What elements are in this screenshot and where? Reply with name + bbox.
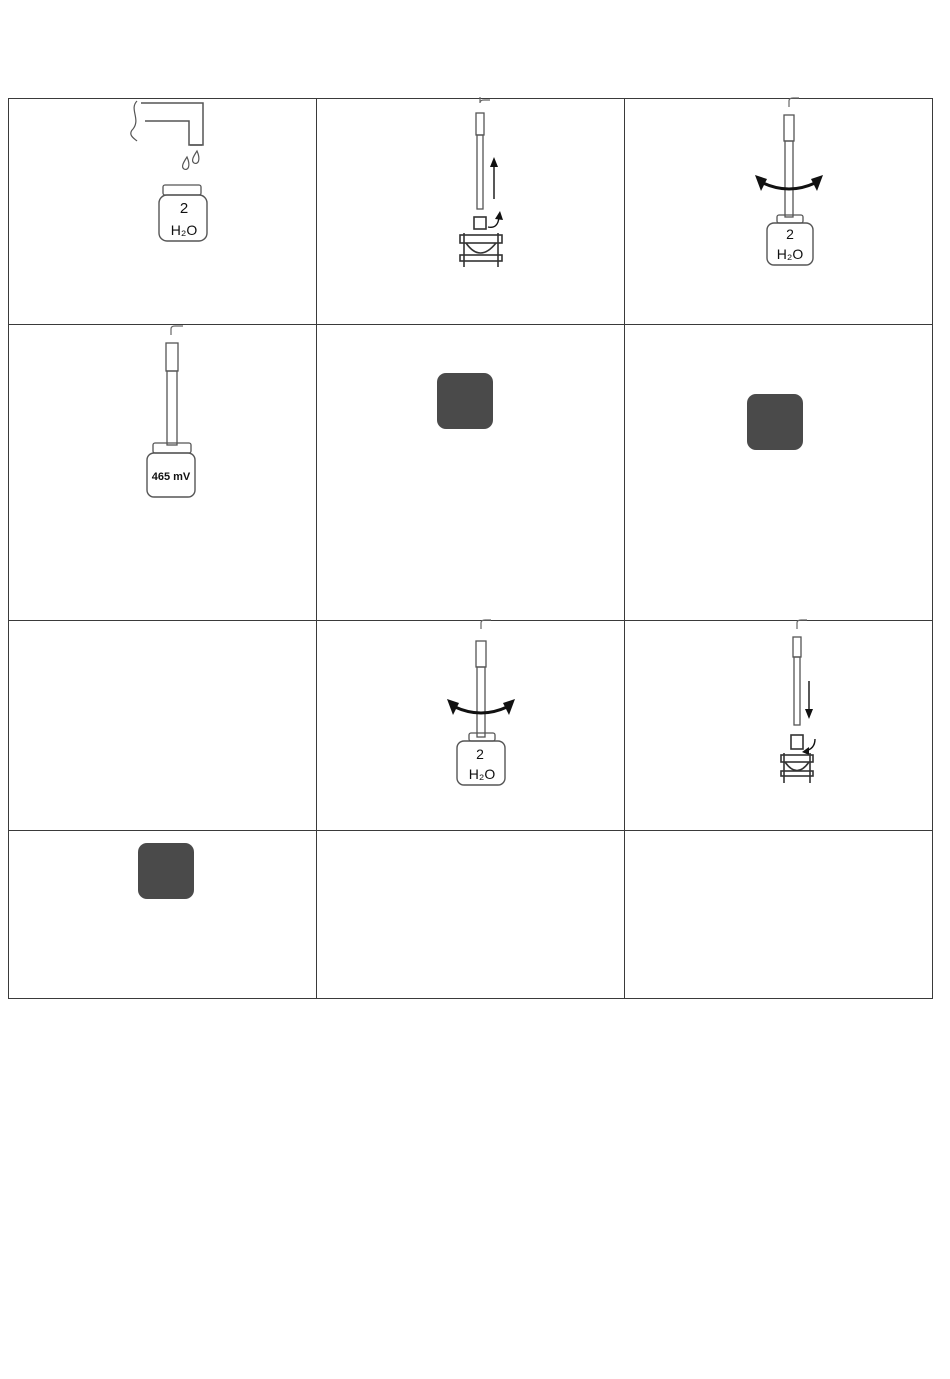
step-cell-8 [317,621,625,831]
step-cell-10 [9,831,317,999]
step-cell-4 [9,325,317,621]
bottle-number: 2 [179,200,189,217]
electrode-in-standard-icon [143,325,213,505]
bottle-value: 465 mV [151,471,191,483]
bottle-liquid: H₂O [468,766,496,782]
bottle-number: 2 [476,746,484,762]
step-cell-1 [9,99,317,325]
step-cell-6 [625,325,933,621]
dark-key-square-icon [437,373,493,429]
procedure-table [8,98,933,999]
step-cell-2 [317,99,625,325]
stir-electrode-icon [445,621,525,791]
stir-electrode-icon [753,99,833,269]
step-cell-11 [317,831,625,999]
bottle-number: 2 [786,226,794,242]
step-cell-12 [625,831,933,999]
dark-key-square-icon [138,843,194,899]
bottle-liquid: H₂O [776,246,804,262]
step-cell-9 [625,621,933,831]
step-cell-7 [9,621,317,831]
remove-electrode-from-holder-icon [452,99,522,279]
step-cell-5 [317,325,625,621]
bottle-liquid: H₂O [170,222,198,238]
insert-electrode-into-holder-icon [775,621,835,791]
faucet-rinse-icon [127,99,227,249]
dark-key-square-icon [747,394,803,450]
step-cell-3 [625,99,933,325]
